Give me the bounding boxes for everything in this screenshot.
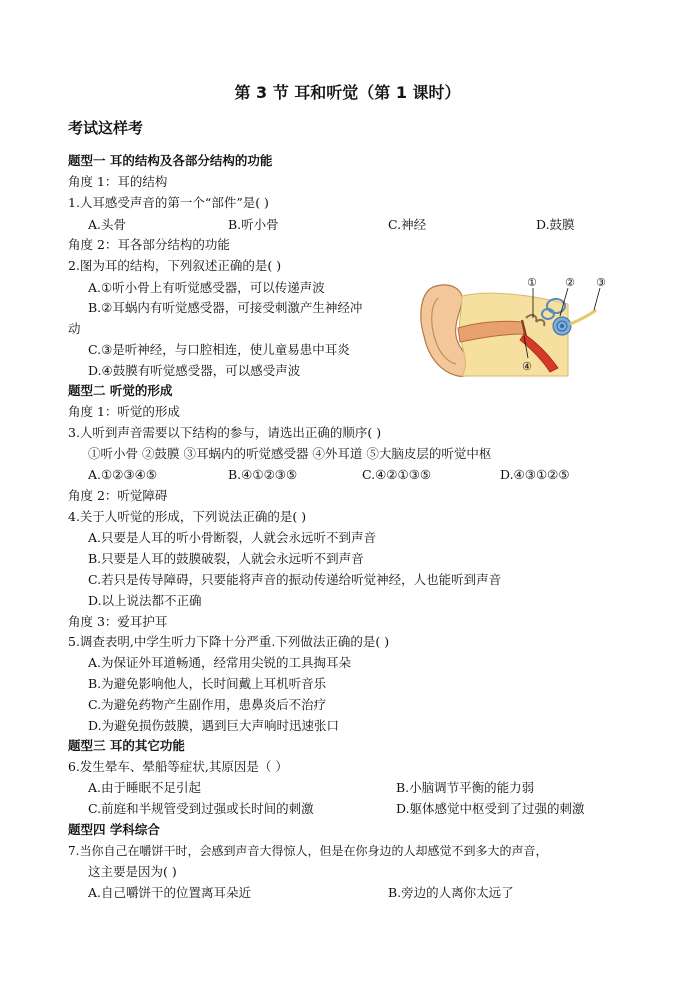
question-7-stem-line-2: 这主要是因为( )	[88, 864, 177, 879]
question-4-stem: 4.关于人听觉的形成，下列说法正确的是( )	[68, 509, 307, 524]
question-1-option-b: B.听小骨	[228, 217, 279, 232]
question-4-option-d: D.以上说法都不正确	[88, 593, 202, 608]
question-3-stem: 3.人听到声音需要以下结构的参与，请选出正确的顺序( )	[68, 425, 382, 440]
question-2-option-d: D.④鼓膜有听觉感受器，可以感受声波	[88, 363, 301, 378]
question-7-option-a: A.自己嚼饼干的位置离耳朵近	[88, 885, 252, 900]
question-3-option-b: B.④①②③⑤	[228, 467, 298, 482]
question-6-stem: 6.发生晕车、晕船等症状,其原因是（ ）	[68, 759, 288, 774]
angle-heading-2-1: 角度 1：听觉的形成	[68, 404, 180, 419]
type-heading-2: 题型二 听觉的形成	[68, 383, 173, 398]
figure-label-4: ④	[522, 360, 532, 373]
question-7-stem-line-1: 7.当你自己在嚼饼干时，会感到声音大得惊人，但是在你身边的人却感觉不到多大的声音，	[68, 844, 548, 858]
question-5-option-b: B.为避免影响他人，长时间戴上耳机听音乐	[88, 676, 327, 691]
question-1-option-d: D.鼓膜	[536, 217, 575, 232]
angle-heading-1-1: 角度 1：耳的结构	[68, 174, 168, 189]
question-6-option-c: C.前庭和半规管受到过强或长时间的刺激	[88, 801, 314, 816]
question-6-option-a: A.由于睡眠不足引起	[88, 780, 202, 795]
angle-heading-2-2: 角度 2：听觉障碍	[68, 488, 168, 503]
angle-heading-2-3: 角度 3：爱耳护耳	[68, 614, 168, 629]
question-5-option-d: D.为避免损伤鼓膜，遇到巨大声响时迅速张口	[88, 718, 340, 733]
question-6-option-d: D.躯体感觉中枢受到了过强的刺激	[396, 801, 585, 816]
figure-label-3: ③	[596, 276, 606, 289]
question-6-option-b: B.小脑调节平衡的能力弱	[396, 780, 535, 795]
question-3-option-a: A.①②③④⑤	[88, 467, 158, 482]
ear-structure-diagram	[418, 276, 612, 380]
question-3-option-c: C.④②①③⑤	[362, 467, 432, 482]
question-2-stem: 2.图为耳的结构，下列叙述正确的是( )	[68, 258, 282, 273]
question-5-option-c: C.为避免药物产生副作用，患鼻炎后不治疗	[88, 697, 327, 712]
question-2-option-b: B.②耳蜗内有听觉感受器，可接受刺激产生神经冲	[88, 300, 363, 315]
section-heading: 考试这样考	[68, 119, 144, 137]
question-5-option-a: A.为保证外耳道畅通，经常用尖锐的工具掏耳朵	[88, 655, 352, 670]
question-1-stem: 1.人耳感受声音的第一个“部件”是( )	[68, 195, 269, 210]
figure-label-2: ②	[565, 276, 575, 289]
page-title: 第 3 节 耳和听觉（第 1 课时）	[234, 83, 461, 102]
question-4-option-a: A.只要是人耳的听小骨断裂，人就会永远听不到声音	[88, 530, 377, 545]
question-1-option-c: C.神经	[388, 217, 427, 232]
question-3-items: ①听小骨 ②鼓膜 ③耳蜗内的听觉感受器 ④外耳道 ⑤大脑皮层的听觉中枢	[88, 446, 492, 461]
figure-label-1: ①	[527, 276, 537, 289]
question-2-option-b-continued: 动	[68, 321, 81, 336]
angle-heading-1-2: 角度 2：耳各部分结构的功能	[68, 237, 230, 252]
question-2-option-c: C.③是听神经，与口腔相连，使儿童易患中耳炎	[88, 342, 350, 357]
auditory-nerve	[570, 310, 596, 324]
type-heading-1: 题型一 耳的结构及各部分结构的功能	[68, 153, 273, 168]
question-3-option-d: D.④③①②⑤	[500, 467, 570, 482]
question-5-stem: 5.调查表明,中学生听力下降十分严重.下列做法正确的是( )	[68, 634, 390, 649]
question-2-option-a: A.①听小骨上有听觉感受器，可以传递声波	[88, 280, 325, 295]
question-4-option-c: C.若只是传导障碍，只要能将声音的振动传递给听觉神经，人也能听到声音	[88, 572, 502, 587]
question-1-option-a: A.头骨	[88, 217, 127, 232]
question-4-option-b: B.只要是人耳的鼓膜破裂，人就会永远听不到声音	[88, 551, 364, 566]
type-heading-3: 题型三 耳的其它功能	[68, 738, 185, 753]
type-heading-4: 题型四 学科综合	[68, 822, 160, 837]
question-7-option-b: B.旁边的人离你太远了	[388, 885, 514, 900]
